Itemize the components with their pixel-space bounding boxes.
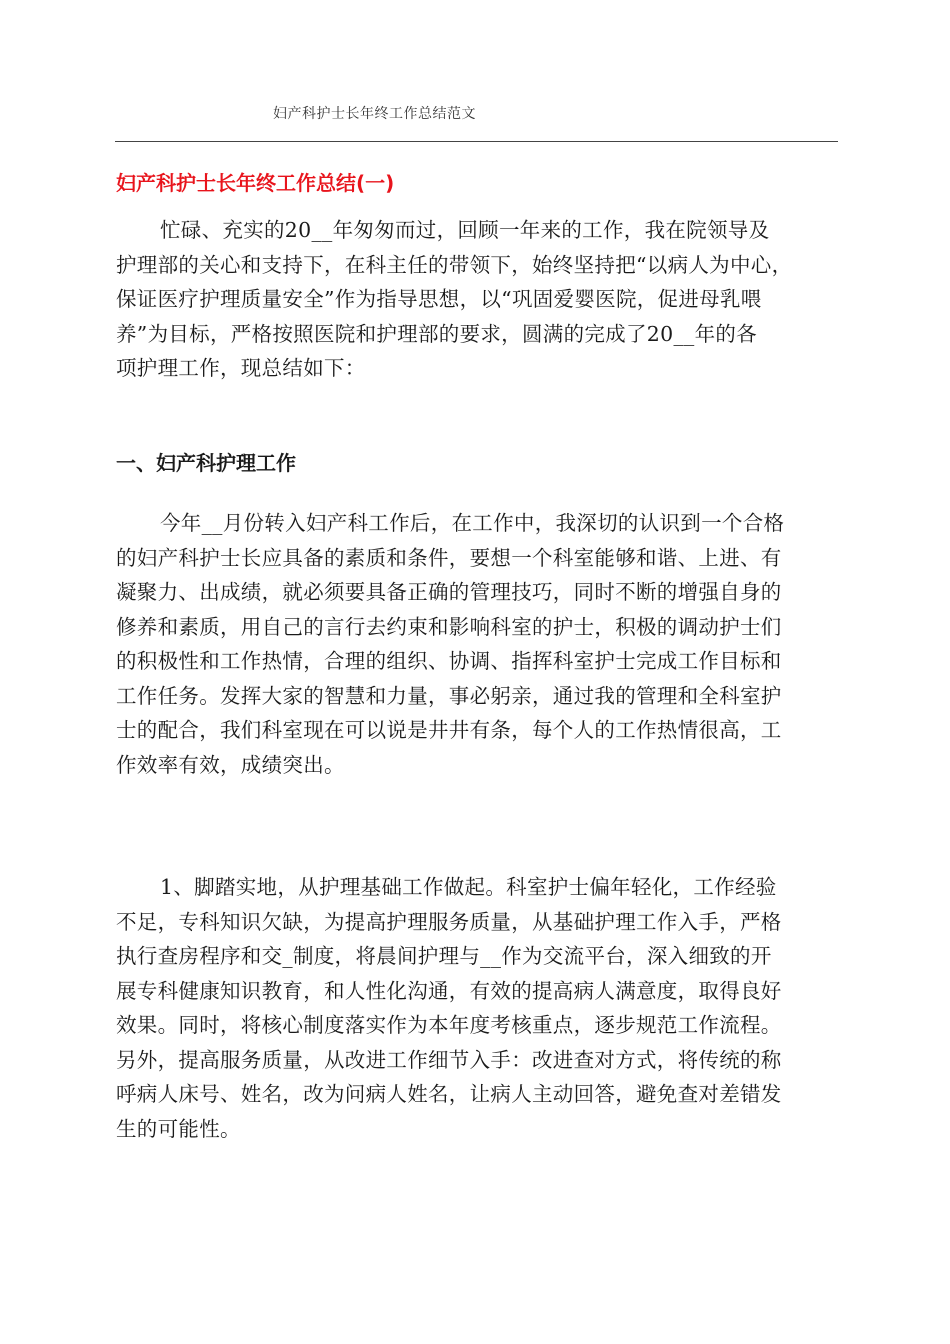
item-1-paragraph bbox=[116, 870, 834, 1146]
paragraph-line: 1、脚踏实地，从护理基础工作做起。科室护士偏年轻化，工作经验 bbox=[160, 875, 777, 899]
paragraph-line: 凝聚力、出成绩，就必须要具备正确的管理技巧，同时不断的增强自身的 bbox=[116, 580, 782, 604]
paragraph-line: 修养和素质，用自己的言行去约束和影响科室的护士，积极的调动护士们 bbox=[116, 614, 782, 639]
paragraph-line: 项护理工作，现总结如下： bbox=[116, 356, 366, 380]
paragraph-line: 效果。同时，将核心制度落实作为本年度考核重点，逐步规范工作流程。 bbox=[116, 1013, 782, 1037]
paragraph-line: 生的可能性。 bbox=[116, 1116, 241, 1141]
header-divider bbox=[115, 141, 838, 142]
paragraph-line: 作效率有效，成绩突出。 bbox=[116, 752, 345, 777]
paragraph-line: 展专科健康知识教育，和人性化沟通，有效的提高病人满意度，取得良好 bbox=[116, 978, 782, 1003]
paragraph-line: 的妇产科护士长应具备的素质和条件，要想一个科室能够和谐、上进、有 bbox=[116, 545, 782, 570]
paragraph-line: 保证医疗护理质量安全”作为指导思想，以“巩固爱婴医院，促进母乳喂 bbox=[116, 287, 762, 311]
section-1-paragraph bbox=[116, 506, 834, 782]
paragraph-line: 不足，专科知识欠缺，为提高护理服务质量，从基础护理工作入手，严格 bbox=[116, 909, 782, 934]
intro-paragraph bbox=[116, 213, 834, 386]
paragraph-line: 的积极性和工作热情，合理的组织、协调、指挥科室护士完成工作目标和 bbox=[116, 649, 782, 673]
paragraph-line: 养”为目标，严格按照医院和护理部的要求，圆满的完成了20__年的各 bbox=[116, 321, 757, 346]
paragraph-line: 另外，提高服务质量，从改进工作细节入手：改进查对方式，将传统的称 bbox=[116, 1047, 782, 1072]
running-header: 妇产科护士长年终工作总结范文 bbox=[273, 106, 476, 122]
paragraph-line: 执行查房程序和交_制度，将晨间护理与__作为交流平台，深入细致的开 bbox=[116, 944, 772, 968]
paragraph-line: 工作任务。发挥大家的智慧和力量，事必躬亲，通过我的管理和全科室护 bbox=[116, 683, 782, 708]
paragraph-line: 护理部的关心和支持下，在科主任的带领下，始终坚持把“以病人为中心， bbox=[116, 252, 793, 277]
paragraph-line: 士的配合，我们科室现在可以说是井井有条，每个人的工作热情很高，工 bbox=[116, 718, 782, 742]
document-title: 妇产科护士长年终工作总结(一) bbox=[116, 171, 395, 195]
paragraph-line: 呼病人床号、姓名，改为问病人姓名，让病人主动回答，避免查对差错发 bbox=[116, 1082, 782, 1106]
paragraph-line: 今年__月份转入妇产科工作后，在工作中，我深切的认识到一个合格 bbox=[160, 511, 785, 535]
paragraph-line: 忙碌、充实的20__年匆匆而过，回顾一年来的工作，我在院领导及 bbox=[160, 218, 770, 242]
section-heading: 一、妇产科护理工作 bbox=[116, 451, 296, 475]
